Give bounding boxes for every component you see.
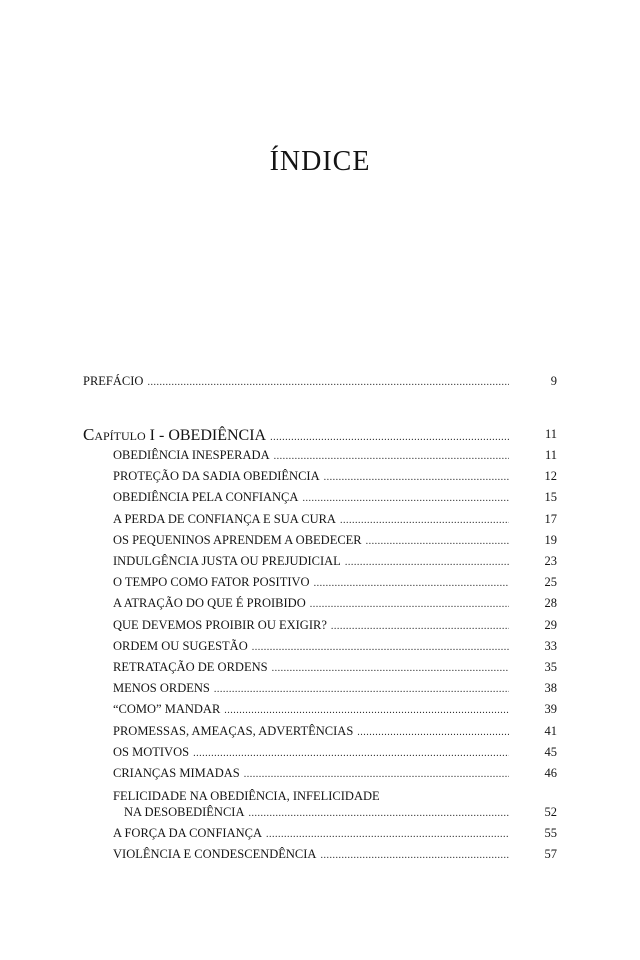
toc-entry	[113, 469, 513, 485]
dot-leader	[147, 375, 509, 390]
toc-entry-page: 28	[544, 596, 557, 611]
toc-entry-label: “COMO” MANDAR	[113, 702, 221, 717]
dot-leader	[244, 767, 509, 782]
toc-entry	[113, 554, 513, 570]
toc-wrapped-page: 52	[544, 805, 557, 819]
toc-entry-label: PROTEÇÃO DA SADIA OBEDIÊNCIA	[113, 469, 320, 484]
toc-entry	[113, 448, 513, 464]
toc-entry	[113, 596, 513, 612]
toc-entry-page: 12	[544, 469, 557, 484]
toc-entry-page: 55	[544, 826, 557, 840]
dot-leader	[214, 682, 509, 697]
toc-entry	[113, 681, 513, 697]
toc-entry	[113, 847, 513, 863]
dot-leader	[270, 430, 509, 445]
toc-entry-page: 11	[544, 448, 557, 462]
dot-leader	[310, 597, 509, 612]
toc-wrapped-line2	[124, 805, 513, 821]
toc-entry-label: VIOLÊNCIA E CONDESCENDÊNCIA	[113, 847, 317, 862]
toc-entry-page: 46	[544, 766, 557, 780]
toc-entry	[113, 639, 513, 655]
toc-entry	[113, 745, 513, 761]
dot-leader	[252, 640, 509, 655]
toc-entry-page: 39	[544, 702, 557, 717]
toc-entry-page: 35	[544, 660, 557, 674]
dot-leader	[331, 619, 509, 634]
toc-entry-page: 45	[544, 744, 557, 759]
toc-entry-page: 17	[544, 511, 557, 526]
toc-wrapped-label: NA DESOBEDIÊNCIA	[124, 805, 245, 819]
toc-entry-label: QUE DEVEMOS PROIBIR OU EXIGIR?	[113, 617, 327, 632]
dot-leader	[224, 703, 509, 718]
dot-leader	[248, 806, 509, 821]
dot-leader	[366, 534, 509, 549]
toc-entry-label: PROMESSAS, AMEAÇAS, ADVERTÊNCIAS	[113, 723, 354, 738]
toc-entry-label: MENOS ORDENS	[113, 681, 210, 696]
toc-entry-label: INDULGÊNCIA JUSTA OU PREJUDICIAL	[113, 554, 341, 568]
toc-entry	[113, 826, 513, 842]
toc-entry-page: 25	[544, 575, 557, 590]
toc-entry-page: 41	[544, 723, 557, 738]
toc-entry-label: CRIANÇAS MIMADAS	[113, 766, 240, 780]
toc-entry-label: A PERDA DE CONFIANÇA E SUA CURA	[113, 511, 336, 526]
toc-entry	[113, 575, 513, 591]
dot-leader	[345, 555, 509, 570]
toc-entry-page: 33	[544, 638, 557, 653]
toc-entry-label: OBEDIÊNCIA INESPERADA	[113, 448, 270, 462]
toc-preface-label: PREFÁCIO	[83, 374, 144, 388]
toc-entry-label: RETRATAÇÃO DE ORDENS	[113, 660, 268, 674]
dot-leader	[274, 449, 509, 464]
toc-preface-page: 9	[550, 374, 557, 388]
toc-entry	[113, 766, 513, 782]
toc-entry-label: OS PEQUENINOS APRENDEM A OBEDECER	[113, 532, 362, 547]
toc-wrapped-line1: FELICIDADE NA OBEDIÊNCIA, INFELICIDADE	[113, 789, 380, 803]
toc-entry	[113, 490, 513, 506]
toc-entry-label: A ATRAÇÃO DO QUE É PROIBIDO	[113, 596, 306, 611]
toc-entry-page: 23	[544, 554, 557, 568]
dot-leader	[314, 576, 509, 591]
dot-leader	[324, 470, 509, 485]
toc-chapter-page: 11	[544, 427, 557, 441]
toc-entry-label: OS MOTIVOS	[113, 744, 190, 759]
toc-entry-page: 38	[544, 681, 557, 696]
toc-entry-label: O TEMPO COMO FATOR POSITIVO	[113, 575, 310, 590]
page-title: ÍNDICE	[269, 146, 371, 177]
dot-leader	[193, 746, 509, 761]
toc-chapter	[83, 427, 513, 445]
chapter-cap-initial: C	[83, 425, 95, 444]
toc-entry	[113, 618, 513, 634]
dot-leader	[266, 827, 509, 842]
toc-entry-label: A FORÇA DA CONFIANÇA	[113, 826, 262, 840]
toc-entry	[113, 533, 513, 549]
toc-chapter-label	[83, 427, 266, 444]
chapter-cap-rest: APÍTULO	[94, 429, 146, 443]
dot-leader	[357, 725, 509, 740]
dot-leader	[302, 491, 509, 506]
dot-leader	[340, 513, 509, 528]
toc-preface	[83, 374, 513, 390]
toc-entry-page: 57	[544, 847, 557, 862]
toc-entry-page: 29	[544, 617, 557, 632]
toc-entry	[113, 512, 513, 528]
dot-leader	[320, 848, 509, 863]
toc-entry	[113, 724, 513, 740]
toc-entry-page: 19	[544, 532, 557, 547]
toc-entry	[113, 702, 513, 718]
toc-entry	[113, 660, 513, 676]
chapter-title: I - OBEDIÊNCIA	[145, 427, 267, 444]
toc-entry-label: ORDEM OU SUGESTÃO	[113, 638, 248, 653]
dot-leader	[272, 661, 509, 676]
toc-entry-label: OBEDIÊNCIA PELA CONFIANÇA	[113, 490, 299, 505]
toc-entry-page: 15	[544, 490, 557, 505]
